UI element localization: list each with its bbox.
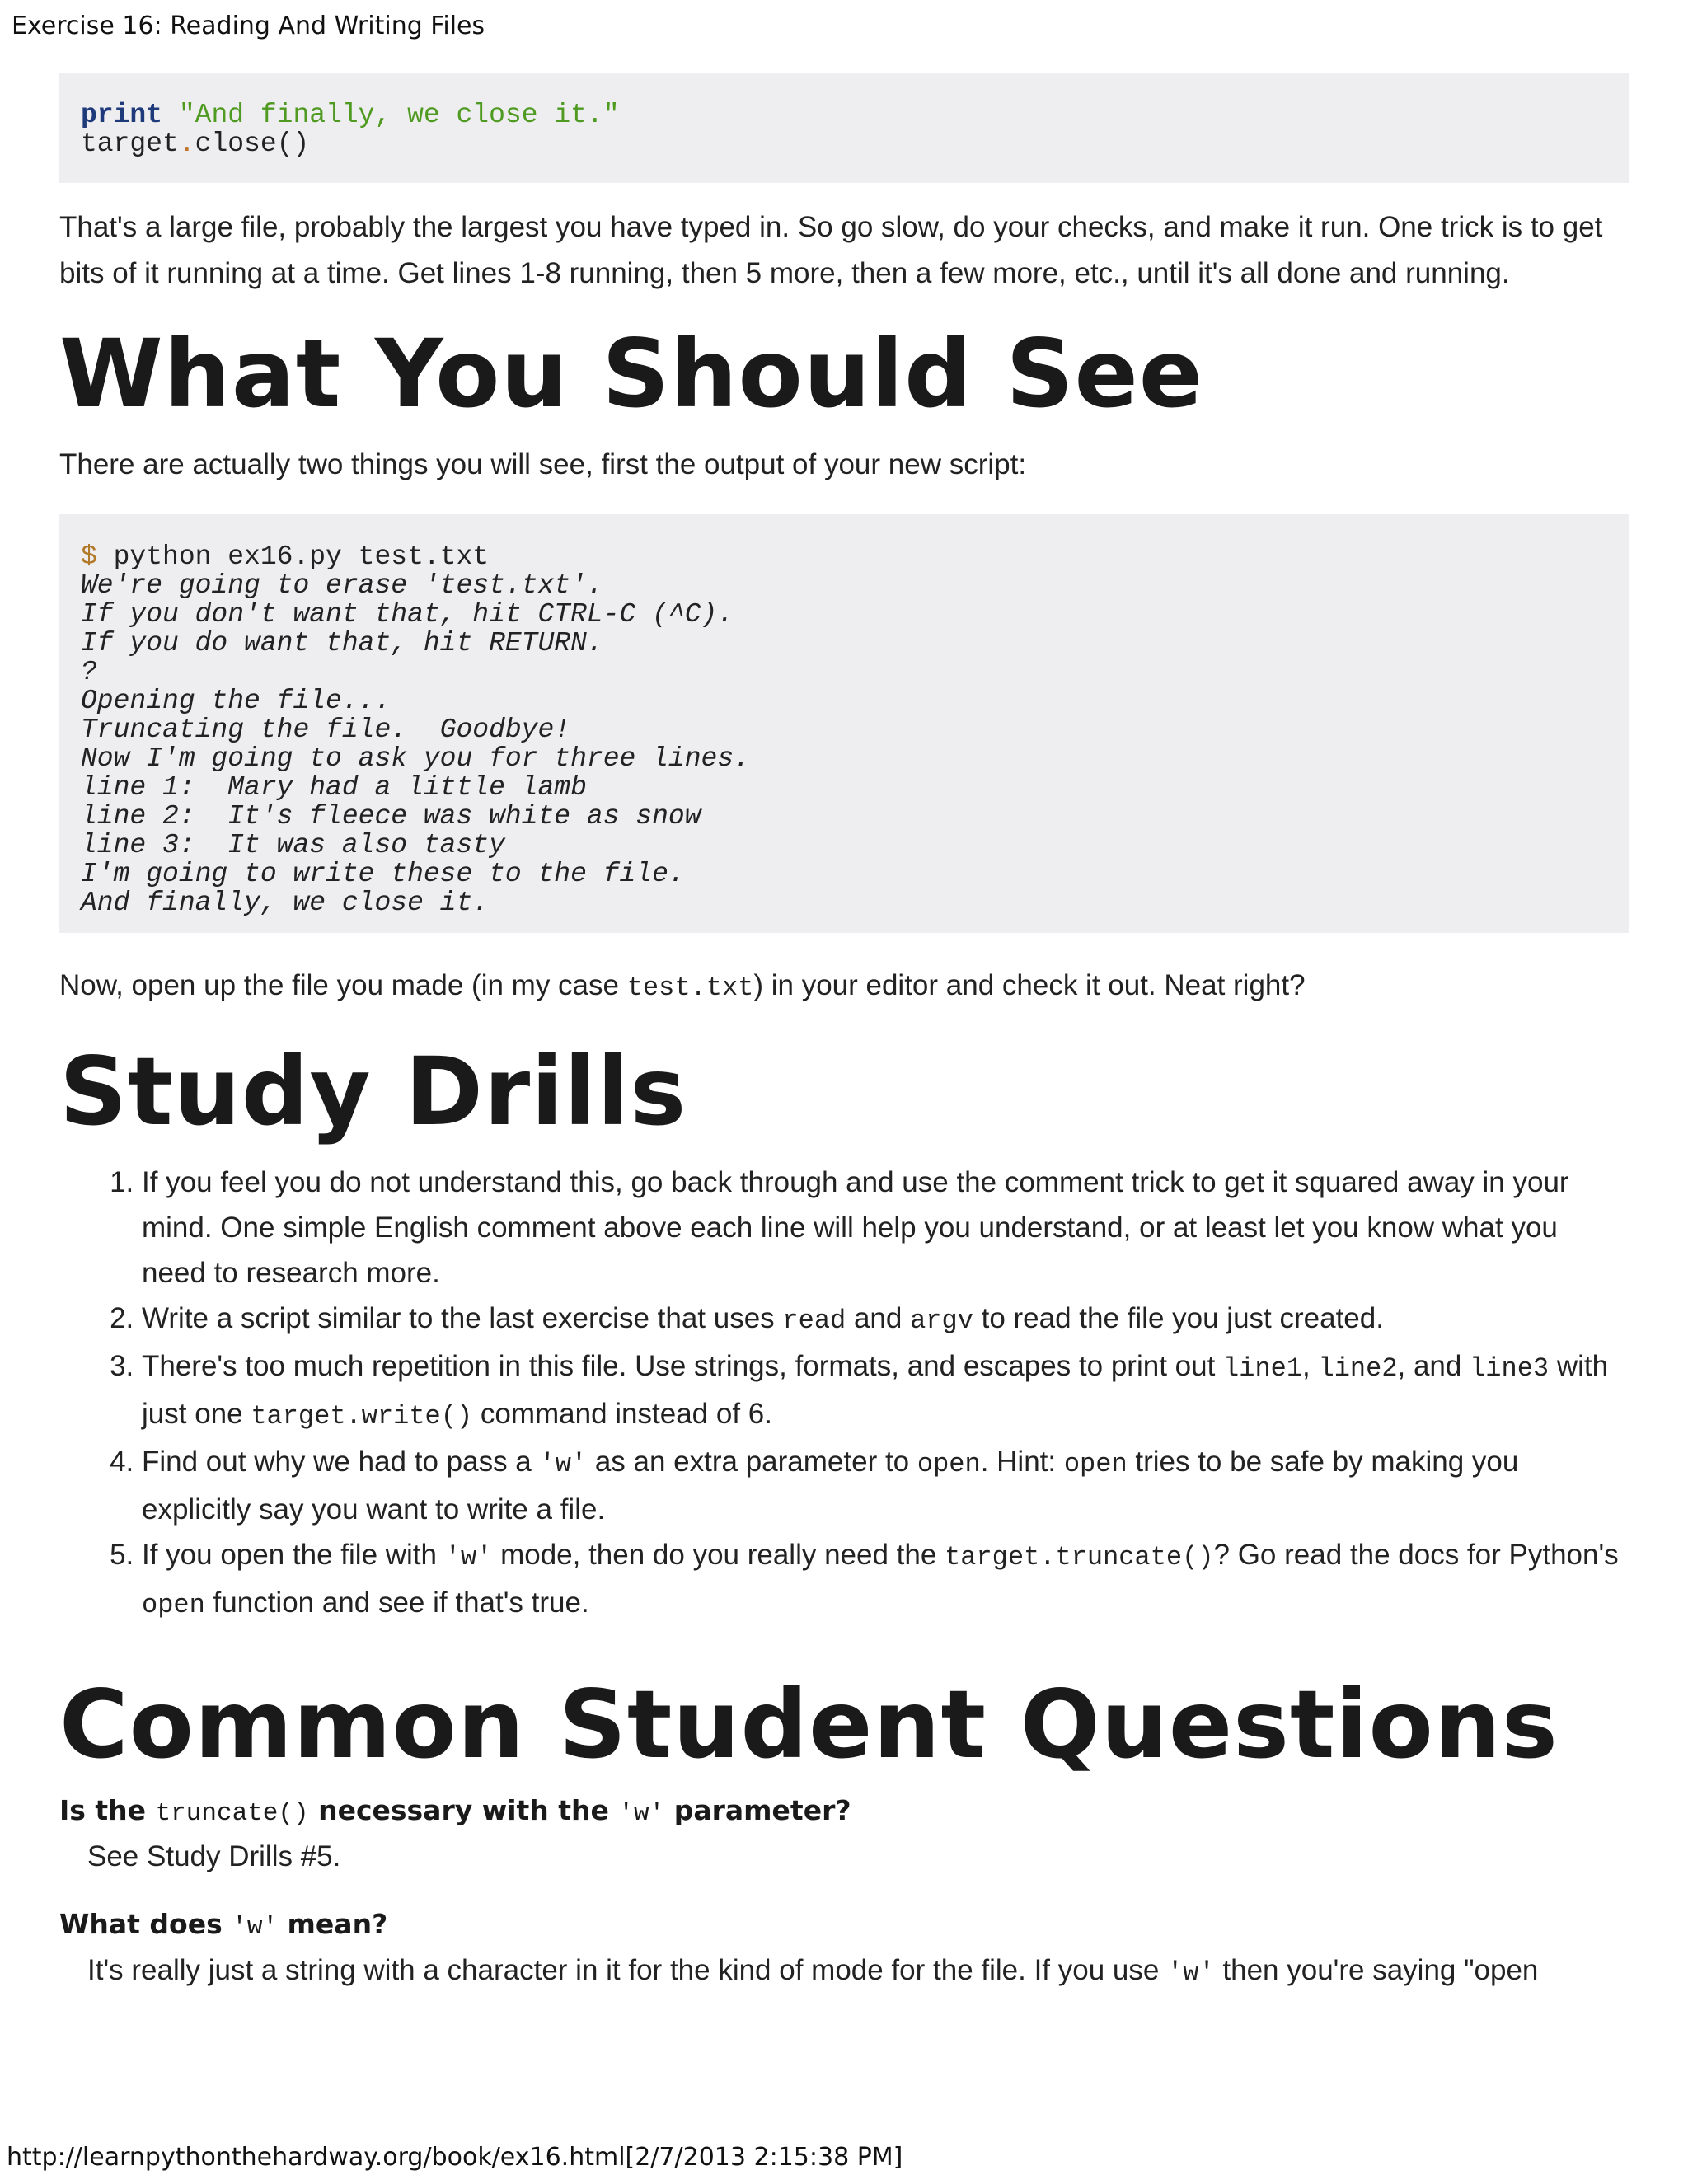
text-run: Find out why we had to pass a [142,1446,540,1478]
terminal-line: Truncating the file. Goodbye! [81,715,571,745]
code-block-close [59,73,1629,183]
print-footer-url: http://learnpythonthehardway.org/book/ex16.html[2/7/2013 2:15:38 PM] [7,2143,903,2172]
terminal-line: If you do want that, hit RETURN. [81,628,603,658]
text-run: Now, open up the file you made (in my case [59,969,627,1001]
text-run: mean? [278,1908,388,1940]
inline-code: test.txt [626,972,754,1003]
text-run: with just one [142,1350,1609,1430]
terminal-prompt: $ [81,541,97,572]
inline-code: line2 [1318,1353,1398,1384]
inline-code: 'w' [1167,1957,1215,1988]
terminal-line: And finally, we close it. [81,888,490,918]
print-header: Exercise 16: Reading And Writing Files [12,12,485,40]
code-dot: . [178,129,195,159]
text-run: If you open the file with [142,1539,445,1571]
inline-code: line1 [1223,1353,1303,1384]
drill-item-3 [142,1343,1629,1439]
answer-1: See Study Drills #5. [87,1840,341,1872]
inline-code: read [782,1305,846,1336]
terminal-command: python ex16.py test.txt [96,541,490,572]
inline-code: open [917,1449,981,1479]
text-run: . Hint: [980,1446,1064,1478]
heading-study-drills: Study Drills [59,1037,687,1146]
terminal-output-block [59,514,1629,933]
text-run: and [846,1302,911,1334]
intro-paragraph: That's a large file, probably the largest you have typed in. So go slow, do your checks, and make it run. One trick is to get bits of it running at a time. Get lines 1-8 running, then 5 more, then a few more, etc., until it's all done and running. [59,211,1603,289]
text-run: necessary with the [308,1794,619,1826]
inline-code: 'w' [444,1542,493,1572]
see-intro: There are actually two things you will see, first the output of your new script: [59,448,1027,480]
text-run: as an extra parameter to [587,1446,917,1478]
text-run: Write a script similar to the last exercise that uses [142,1302,783,1334]
terminal-line: Opening the file... [81,686,392,716]
terminal-line: line 2: It's fleece was white as snow [81,801,701,832]
question-2 [59,1906,1629,1946]
text-run: tries to be safe by making you explicitly say you want to write a file. [142,1446,1519,1526]
text-run: ) in your editor and check it out. Neat right? [753,969,1306,1001]
study-drills-list [59,1160,1629,1628]
terminal-line: I'm going to write these to the file. [81,859,685,889]
terminal-line: ? [81,657,97,687]
text-run: to read the file you just created. [973,1302,1384,1334]
terminal-line: We're going to erase 'test.txt'. [81,570,603,601]
text-run: Is the [59,1794,156,1826]
inline-code: argv [910,1305,973,1336]
text-run: ? Go read the docs for Python's [1213,1539,1619,1571]
text-run: function and see if that's true. [204,1586,589,1619]
inline-code: 'w' [618,1799,665,1828]
page-content [59,73,1629,1994]
text-run: command instead of 6. [472,1398,772,1430]
inline-code: target.truncate() [945,1542,1214,1572]
inline-code: open [142,1590,205,1620]
terminal-line: Now I'm going to ask you for three lines. [81,743,750,774]
terminal-line: If you don't want that, hit CTRL-C (^C). [81,599,734,630]
text-run: There's too much repetition in this file. Use strings, formats, and escapes to print out [142,1350,1224,1382]
drill-item-1: 1. If you feel you do not understand this, go back through and use the comment trick to get it squared away in your mind. One simple English comment above each line will help you understand, or at least let you know what you need to research more. [142,1160,1629,1296]
text-run: It's really just a string with a character in it for the kind of mode for the file. If you use [87,1954,1168,1986]
inline-code: 'w' [539,1449,588,1479]
drill-item-4 [142,1439,1629,1532]
answer-2 [87,1949,1629,1994]
code-string: "And finally, we close it." [178,100,620,130]
after-terminal-paragraph [59,963,1629,1011]
inline-code: truncate() [155,1799,309,1828]
code-keyword: print [81,100,163,130]
terminal-line: line 1: Mary had a little lamb [81,772,587,803]
inline-code: 'w' [232,1913,279,1942]
inline-code: target.write() [251,1401,473,1432]
heading-common-student-questions: Common Student Questions [59,1670,1559,1779]
code-object: target [81,129,179,159]
text-run: mode, then do you really need the [492,1539,945,1571]
text-run: What does [59,1908,232,1940]
drill-item-5 [142,1532,1629,1628]
text-run: , and [1397,1350,1470,1382]
inline-code: line3 [1470,1353,1550,1384]
question-1 [59,1793,1629,1832]
text-run: then you're saying "open [1214,1954,1539,1986]
code-method: close() [195,129,310,159]
heading-what-you-should-see: What You Should See [59,319,1204,429]
text-run: , [1302,1350,1319,1382]
terminal-line: line 3: It was also tasty [81,830,505,860]
text-run: parameter? [664,1794,851,1826]
drill-item-2 [142,1296,1629,1343]
inline-code: open [1063,1449,1128,1479]
